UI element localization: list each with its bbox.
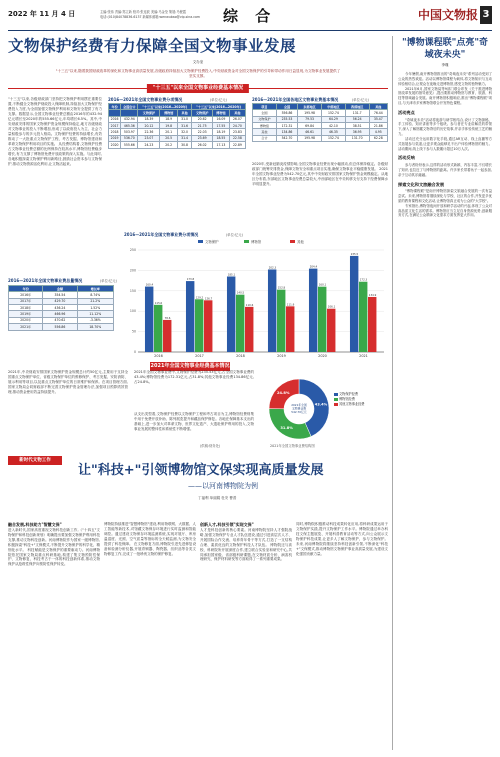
page-number: 3 bbox=[480, 6, 492, 24]
table-cell: 436.24 bbox=[43, 305, 77, 311]
table-cell: 20.2 bbox=[160, 142, 178, 148]
bar bbox=[195, 299, 203, 352]
paragraph: "奇域夜未央"活动将夜游与研学相结合,设计了文物探秘、手工体验、知识讲座等多个板块。参与者在专业讲解员的带领下,深入了解馆藏文物背后的历史故事,并亲手体验传统工艺的魅力。 bbox=[398, 117, 492, 137]
table-cell: 32.0 bbox=[178, 129, 192, 135]
table-cell: 17.13 bbox=[213, 142, 230, 148]
table-cell: 20.1 bbox=[160, 129, 178, 135]
table-cell: 16.09 bbox=[213, 116, 230, 122]
pie-legend bbox=[334, 392, 365, 407]
bar bbox=[145, 287, 153, 352]
table-cell: 542.70 bbox=[276, 135, 297, 141]
bar bbox=[227, 276, 235, 352]
section-name: 综 合 bbox=[223, 7, 277, 25]
chart-title: 2016—2021年全国文物事业费分项情况 bbox=[124, 232, 199, 237]
table-cell: 56.24 bbox=[345, 116, 369, 122]
data-label: 134.9 bbox=[368, 293, 377, 297]
table-header: 年份 bbox=[9, 286, 43, 292]
bar bbox=[236, 295, 244, 352]
table-subheader: 文物保护 bbox=[138, 110, 160, 116]
table-cell: 172.31 bbox=[276, 123, 297, 129]
column-tag: 新时代文物工作 bbox=[8, 456, 62, 465]
table-cell: 62.28 bbox=[369, 135, 387, 141]
table-cell: 2020年 bbox=[9, 317, 43, 323]
table-cell: 26.07 bbox=[229, 116, 245, 122]
data-label: 204.4 bbox=[309, 265, 318, 269]
legend-swatch bbox=[334, 398, 338, 401]
data-label: 115.6 bbox=[154, 301, 163, 305]
table-cell: 2019 bbox=[109, 135, 121, 141]
table-unit: (单位:亿元) bbox=[210, 98, 227, 102]
y-tick-label: 0 bbox=[133, 350, 136, 354]
table-header: 项目 bbox=[253, 104, 277, 110]
section-banner bbox=[8, 84, 388, 93]
lead-article-column: 2020年,受新冠肺炎疫情影响,全国文物事业经费出现小幅波动,但总体保持稳定。各级财政部门统筹安排资金,保障文物安全和重点项目实施,确保文物事业平稳健康发展。 2021年全国文物事业经费为542.70亿元,其中中央财政安排国家文物保护资金规模稳定。从地区分布看,东部地区文物事业经费总量较大,中西部地区在中央转移支付支持下经费保障水平明显提升。 bbox=[252, 162, 388, 186]
pie-center-label: 2021年全国 bbox=[291, 403, 307, 407]
table-cell: 536.70 bbox=[121, 135, 138, 141]
table-cell: 19.8 bbox=[160, 123, 178, 129]
column-divider bbox=[392, 36, 393, 750]
table-cell: 2020 bbox=[109, 142, 121, 148]
legend-swatch bbox=[290, 240, 295, 243]
table-header: 年份 bbox=[109, 104, 121, 110]
paragraph: 2021年6月,国家文物局等9部门联合印发《关于推进博物馆改革发展的指导意见》,提出要推动博物馆与教育、旅游、科技等领域融合发展。南开博物馆积极响应,推出"博物课程联"项目,与天津市多家博物馆联合开发特色课程。 bbox=[398, 86, 492, 106]
table-cell: 20.5 bbox=[160, 135, 178, 141]
table-cell: 18.55 bbox=[213, 135, 230, 141]
table-cell: 152.74 bbox=[322, 135, 346, 141]
table-cell: 2017年 bbox=[9, 298, 43, 304]
right-article-byline: 李瑾 bbox=[441, 63, 449, 68]
table-cell: 18.39 bbox=[138, 116, 160, 122]
legend-swatch bbox=[198, 240, 203, 243]
bar bbox=[163, 320, 171, 352]
lead-article-column: 2021年全国文物事业费中,文物保护经费为235.53亿元,占全国文物事业费的43.4%;博物馆经费为172.31亿元,占31.8%;其他文物事业经费134.86亿元,占24.8%。 bbox=[134, 370, 254, 384]
lead-article-summary: "十三五"以来,随着我国财政改革的深化和文物事业高质量发展,各级政府持续加大文物保护经费投入,中央财政资金对全国文物保护的引导和带动作用日益显现,为文物事业发展提供了坚实支撑。 bbox=[55, 68, 341, 78]
lead-article-byline: 文办室 bbox=[192, 59, 204, 64]
table-subheader: 博物馆 bbox=[160, 110, 178, 116]
legend-label: 博物馆经费 bbox=[339, 397, 355, 402]
slice-label: 24.8% bbox=[276, 390, 290, 395]
legend-swatch bbox=[334, 393, 338, 396]
legend-item bbox=[334, 402, 365, 407]
x-tick-label: 2019 bbox=[277, 354, 286, 358]
table-header: 全国 bbox=[276, 104, 297, 110]
table-cell: 465.36 bbox=[121, 123, 138, 129]
table-cell: 42.10 bbox=[322, 123, 346, 129]
data-label: 111.9 bbox=[286, 303, 295, 307]
table-header: "十三五"以来(2016—2020年) bbox=[138, 104, 192, 110]
table-header: 其他 bbox=[369, 104, 387, 110]
bar bbox=[286, 306, 294, 352]
table-cell: 22.36 bbox=[138, 129, 160, 135]
legend-swatch bbox=[334, 403, 338, 406]
table-cell: 556.86 bbox=[276, 110, 297, 116]
table-subheader: 文物保护 bbox=[192, 110, 213, 116]
page-header bbox=[8, 6, 492, 32]
legend-label: 文物保护 bbox=[205, 240, 219, 244]
table-cell: 17.55 bbox=[213, 123, 230, 129]
table-cell: 134.86 bbox=[276, 129, 297, 135]
table-cell: 79.53 bbox=[298, 116, 322, 122]
table-header: 全国合计 bbox=[121, 104, 138, 110]
data-label: 110.6 bbox=[245, 303, 254, 307]
table-header: 中部地区 bbox=[322, 104, 346, 110]
bar bbox=[327, 309, 335, 352]
staff-line: 电话:(010)84078836-6137 新媒体邮箱:wenwubao@vip.sina.com bbox=[100, 14, 201, 19]
chart-banner: 2021年全国文物事业经费基本情况 bbox=[150, 363, 230, 369]
table-cell: 235.53 bbox=[276, 116, 297, 122]
table-cell: 全国 bbox=[253, 110, 277, 116]
table-cell: 23.07 bbox=[138, 135, 160, 141]
table-cell: -3.36% bbox=[77, 317, 114, 323]
table-cell: 131.7 bbox=[345, 110, 369, 116]
table-body bbox=[9, 292, 114, 330]
lead-article-head bbox=[8, 36, 388, 79]
pie-center-label: 文物事业费 bbox=[292, 406, 306, 411]
total-expense-table bbox=[8, 285, 114, 331]
middle-article-head bbox=[8, 456, 388, 516]
paragraph: 今年暑假,南开博物馆推出的"奇域夜未央"系列活动受到了公众的热烈欢迎。活动以博物馆课程为载体,将文物知识与互动体验相结合,让观众在夜晚走进博物馆,感受文物的独特魅力。 bbox=[398, 72, 492, 86]
table-cell: 76.44 bbox=[369, 110, 387, 116]
table-cell: 31.0 bbox=[178, 116, 192, 122]
newspaper-brand: 中国文物报 bbox=[417, 8, 478, 22]
table-unit: (单位:亿元) bbox=[100, 279, 117, 283]
author-note: (供稿:财务处) bbox=[200, 444, 221, 448]
table-row bbox=[253, 135, 388, 141]
subheading: 活动反响 bbox=[398, 155, 415, 161]
x-tick-label: 2016 bbox=[154, 354, 163, 358]
table-cell: 31.4 bbox=[178, 135, 192, 141]
table-title: 2016—2021年全国文物事业费分项情况 bbox=[108, 97, 183, 102]
table-cell: 博物馆 bbox=[253, 123, 277, 129]
table-header: "十三五"以来(2016—2020年) bbox=[192, 104, 246, 110]
table-cell: 503.97 bbox=[121, 129, 138, 135]
data-label: 129.2 bbox=[195, 296, 204, 300]
subheading: 探索文化和文旅融合发展 bbox=[398, 181, 445, 187]
table-cell: 35.47 bbox=[369, 116, 387, 122]
middle-article-column bbox=[200, 522, 292, 750]
staff-line: 主编:张伟 责编:郑立新 校对:张连波 美编:马金莹 策展:马俊霞 bbox=[100, 10, 186, 14]
table-cell: 24.70 bbox=[229, 123, 245, 129]
table-cell: 64.29 bbox=[322, 116, 346, 122]
middle-article-column: 博物院持续推进"智慧博物馆"建设,利用物联网、大数据、人工智能等新技术,对馆藏文物保存环境进行实时监测和智能调控。通过建设文物保存环境监测系统,实现对展厅、库房温湿度、光照、空气质量等指标的全天候监测,为文物安全提供了科技保障。 在文物修复方面,博物院引进先进修复设备和检测分析仪器,开展青铜器、陶瓷器、纺织品等各类文物修复工作,完成了一批珍贵文物的保护修复。 bbox=[104, 522, 196, 556]
middle-article-subtitle: ——以河南博物院为例 bbox=[188, 482, 258, 490]
x-tick-label: 2017 bbox=[195, 354, 204, 358]
table-cell: 354.54 bbox=[43, 292, 77, 298]
table-cell: 26.02 bbox=[192, 142, 213, 148]
table-cell: 21.75 bbox=[192, 123, 213, 129]
expense-pie-chart bbox=[262, 376, 336, 442]
legend-label: 其他 bbox=[297, 240, 304, 244]
slice-label: 31.8% bbox=[280, 425, 293, 430]
data-label: 235.5 bbox=[350, 252, 359, 256]
table-title: 2016—2021年全国文物事业费总量情况 bbox=[8, 278, 83, 283]
table-cell: 2021年 bbox=[9, 324, 43, 330]
table-unit: (单位:亿元) bbox=[352, 98, 369, 102]
paragraph: 活动还充分运用数字化手段,通过AR互动、线上直播等方式拓展参与渠道,让更多观众能够足不出户体验博物馆的魅力。活动期间,线上线下参与人数累计超过10万人次。 bbox=[398, 136, 492, 151]
legend-swatch bbox=[244, 240, 249, 243]
table-cell: 152.74 bbox=[322, 110, 346, 116]
bar bbox=[277, 290, 285, 352]
right-article-title: "博物课程联"点亮"奇域夜未央" bbox=[401, 38, 489, 60]
table-body bbox=[109, 116, 246, 148]
table-cell: 4.95 bbox=[369, 129, 387, 135]
issue-date: 2022 年 11 月 4 日 bbox=[8, 10, 76, 18]
bar bbox=[359, 282, 367, 352]
legend-label: 文物保护经费 bbox=[339, 392, 359, 396]
data-label: 160.1 bbox=[318, 283, 327, 287]
x-tick-label: 2018 bbox=[236, 354, 245, 358]
data-label: 152.8 bbox=[277, 286, 286, 290]
table-header: 增长率 bbox=[77, 286, 114, 292]
subheading: 活动亮点 bbox=[398, 109, 415, 115]
table-body bbox=[253, 110, 388, 142]
table-cell: 24.23 bbox=[138, 142, 160, 148]
y-tick-label: 100 bbox=[129, 309, 136, 314]
table-cell: 69.84 bbox=[298, 123, 322, 129]
table-cell: 470.62 bbox=[43, 317, 77, 323]
lead-article-title: 文物保护经费有力保障全国文物事业发展 bbox=[8, 36, 297, 55]
table-cell: 21.2% bbox=[77, 298, 114, 304]
table-cell: 556.86 bbox=[43, 324, 77, 330]
table-cell: 23.83 bbox=[229, 129, 245, 135]
expense-bar-chart bbox=[120, 238, 388, 364]
legend-label: 其他文物事业经费 bbox=[339, 402, 365, 407]
table-row bbox=[9, 324, 114, 330]
table-cell: 2016 bbox=[109, 116, 121, 122]
table-cell: 46.35 bbox=[322, 129, 346, 135]
x-tick-label: 2020 bbox=[318, 354, 327, 358]
table-cell: 466.96 bbox=[43, 311, 77, 317]
table-cell: 2018年 bbox=[9, 305, 43, 311]
table-cell: 21.86 bbox=[369, 123, 387, 129]
y-tick-label: 200 bbox=[129, 268, 136, 273]
paragraph: 进入新时代,国家高度重视文物科技创新工作,《"十四五"文物保护和科技创新规划》明确提出要加强文物保护利用科技支撑,推动文物科技创新。河南博物院作为国家一级博物馆,积极探索"科技+"文保模式,不断提升文物保护的科学化、精细化水平。 科技赋能是文物保护的重要驱动力。河南博物院依托国家文物局重点科研基地,构建了集文物预防性保护、文物修复、科技考古于一体的科技创新体系,推动文物保护从抢救性保护向预防性保护转变。 bbox=[8, 527, 100, 567]
middle-article-column bbox=[8, 522, 100, 750]
table-subheader: 博物馆 bbox=[213, 110, 230, 116]
bar bbox=[318, 287, 326, 352]
pie-center-label: 542.70亿元 bbox=[291, 410, 307, 415]
middle-article-title: 让"科技+"引领博物馆文保实现高质量发展 bbox=[78, 463, 324, 478]
table-subheader: 其他 bbox=[229, 110, 245, 116]
subheading: 创新人才,科技引领"实现文保" bbox=[200, 522, 254, 527]
lead-article-column: 从支出类型看,文物保护经费以文物保护工程和考古项目为主,博物馆经费则集中用于免费开放补助、陈列展览提升和藏品保护修复。各地在保障基本支出的基础上,进一步加大对革命文物、世界文化遗产、大遗址保护利用的投入,文物事业发展的整体性和系统性不断增强。 bbox=[134, 412, 254, 431]
staff-credits bbox=[100, 10, 200, 20]
data-label: 172.3 bbox=[359, 278, 368, 282]
bar bbox=[268, 269, 276, 352]
table-cell: 36.95 bbox=[345, 129, 369, 135]
y-tick-label: 150 bbox=[129, 288, 136, 293]
table-cell: 2017 bbox=[109, 123, 121, 129]
expense-category-table bbox=[108, 103, 246, 149]
table-cell: 18.19 bbox=[213, 129, 230, 135]
table-cell: 131.70 bbox=[345, 135, 369, 141]
data-label: 160.4 bbox=[145, 283, 154, 287]
table-header: 金额 bbox=[43, 286, 77, 292]
table-cell: 11.12% bbox=[77, 311, 114, 317]
banner-label: "十三五"以来全国文物事业经费基本情况 bbox=[147, 84, 249, 93]
table-cell: 2019年 bbox=[9, 311, 43, 317]
paragraph: 人才是科技创新的核心要素。河南博物院坚持人才强院战略,加强文物保护专业人才队伍建设,通过引进高层次人才、开展国际合作交流、培养青年骨干等方式,打造了一支结构合理、素质优良的文物保护科技人才队伍。 博物院还与高校、科研院所开展深度合作,建立联合实验室和研究中心,共同承担国家级、省部级科研课题,在文物材质分析、病害机理研究、保护材料研发等方面取得了一系列重要成果。 bbox=[200, 527, 292, 562]
paragraph: 参与者纷纷表示,这样的活动形式新颖、内容丰富,不仅增长了知识,也拉近了与博物馆的距离。许多家长带着孩子一起参加,亲子互动其乐融融。 bbox=[398, 163, 492, 177]
bar bbox=[368, 297, 376, 352]
table-cell: 23.69 bbox=[192, 135, 213, 141]
table-cell: 20.62 bbox=[192, 116, 213, 122]
table-cell: 22.89 bbox=[229, 142, 245, 148]
bar bbox=[186, 281, 194, 352]
table-cell: 文物保护 bbox=[253, 116, 277, 122]
paragraph: 专家指出,博物馆夜间开放和研学活动的兴起,体现了公众对高品质文化生活的需求。博物馆应当立足自身资源优势,创新服务方式,在满足公众精神文化需求方面发挥更大作用。 bbox=[398, 203, 492, 218]
data-label: 126.7 bbox=[204, 297, 213, 301]
table-cell: 46.61 bbox=[298, 129, 322, 135]
table-header: 西部地区 bbox=[345, 104, 369, 110]
table-cell: 30.8 bbox=[178, 142, 192, 148]
data-label: 78.6 bbox=[164, 316, 171, 320]
table-cell: 18.70% bbox=[77, 324, 114, 330]
table-row bbox=[109, 142, 246, 148]
table-cell: 8.74% bbox=[77, 292, 114, 298]
chart-unit: (单位:亿元) bbox=[226, 233, 243, 237]
table-cell: 合计 bbox=[253, 135, 277, 141]
data-label: 106.1 bbox=[327, 305, 336, 309]
lead-article-column: "十三五"以来,各级财政部门坚持把文物保护利用摆在重要位置,不断健全文物保护财政投入保障机制,持续加大文物保护经费投入力度,为全面加强文物保护利用和文物安全提供了有力支撑。数据显示,全国文物事业经费总额由2016年的432.94亿元增长至2020年的555.66亿元,年均增长6.5%。其中,中央财政安排的国家文物保护资金规模保持稳定,地方各级财政对文物事业的投入不断增加,形成了以政府投入为主、社会力量积极参与的多元投入格局。文物保护经费的持续增长,有效推动了一大批重点文物保护工程、考古发掘、博物馆建设和革命文物保护利用项目的实施。 从经费结构看,文物保护经费占文物事业经费总额的比例保持在较高水平,博物馆经费稳步增长,有力支撑了博物馆免费开放政策的深入实施。与此同时,各地积极探索文物保护利用新路径,鼓励社会资本参与文物保护,推动文物资源活化利用,让文物活起来。 bbox=[8, 97, 102, 166]
region-expense-table bbox=[252, 103, 388, 142]
middle-article-byline: 丁福利 单丽娟 杜安 曹普 bbox=[198, 496, 237, 500]
table-cell: 1.52% bbox=[77, 305, 114, 311]
right-article bbox=[398, 38, 492, 218]
header-rule bbox=[8, 30, 492, 31]
middle-article-column: 同时,博物院积极推动科技成果转化应用,将科研成果运用于文物保护实践,提升文物保护工作水平。博物院通过举办科技文保主题展览、开展科普教育活动等方式,向公众展示文物保护科技成果,让更多人了解文物保护、参与文物保护。 未来,河南博物院将继续坚持科技创新引领,不断深化"科技+"文保模式,推动博物馆文物保护事业高质量发展,为建设文化强国贡献力量。 bbox=[296, 522, 388, 556]
table-cell: 429.70 bbox=[43, 298, 77, 304]
table-cell: 432.94 bbox=[121, 116, 138, 122]
bar bbox=[154, 305, 162, 352]
pie-caption: 2021年全国文物事业费结构图 bbox=[270, 444, 315, 448]
table-cell: 195.98 bbox=[298, 110, 322, 116]
legend-label: 博物馆 bbox=[251, 240, 262, 244]
slice-label: 43.4% bbox=[314, 402, 328, 407]
table-cell: 31.6 bbox=[178, 123, 192, 129]
table-cell: 18.9 bbox=[160, 116, 178, 122]
table-cell: 2016年 bbox=[9, 292, 43, 298]
table-cell: 195.98 bbox=[298, 135, 322, 141]
subheading: 融合发展,科技助力"智慧文保" bbox=[8, 522, 62, 527]
table-cell: 555.66 bbox=[121, 142, 138, 148]
table-cell: 其他 bbox=[253, 129, 277, 135]
data-label: 202.3 bbox=[268, 266, 277, 270]
table-cell: 2018 bbox=[109, 129, 121, 135]
table-cell: 20.12 bbox=[138, 123, 160, 129]
bar bbox=[350, 256, 358, 352]
x-tick-label: 2021 bbox=[359, 354, 368, 358]
table-cell: 38.51 bbox=[345, 123, 369, 129]
y-tick-label: 250 bbox=[129, 248, 136, 252]
table-cell: 22.03 bbox=[192, 129, 213, 135]
table-header: 东部地区 bbox=[298, 104, 322, 110]
table-title: 2016—2021年全国各地区文物事业费基本情况 bbox=[252, 97, 339, 102]
table-cell: 22.58 bbox=[229, 135, 245, 141]
bar bbox=[309, 269, 317, 352]
table-subheader: 其他 bbox=[178, 110, 192, 116]
paragraph: "博物课程联"是南开博物馆探索文旅融合发展的一次有益尝试。未来,博物馆将继续深化与学校、社区的合作,开发更多优质的教育课程和文化活动,让博物馆真正成为公众的"大学校"。 bbox=[398, 189, 492, 203]
data-label: 173.8 bbox=[186, 278, 195, 282]
data-label: 185.1 bbox=[227, 273, 236, 277]
y-tick-label: 50 bbox=[131, 329, 136, 334]
data-label: 140.5 bbox=[236, 291, 245, 295]
lead-article-column: 2021年,中央财政安排国家文物保护资金规模总计约50亿元,主要用于支持全国重点文物保护单位、省级文物保护单位的维修保护、考古发掘、安防消防、展示利用等项目,以及重点文物保护单位的日常维护和保养。在项目管理方面,国家文物局会同财政部不断完善文物保护资金管理办法,加强项目预算绩效管理,推动资金使用效益持续提升。 bbox=[8, 370, 128, 394]
bar bbox=[204, 300, 212, 352]
bar bbox=[245, 307, 253, 352]
